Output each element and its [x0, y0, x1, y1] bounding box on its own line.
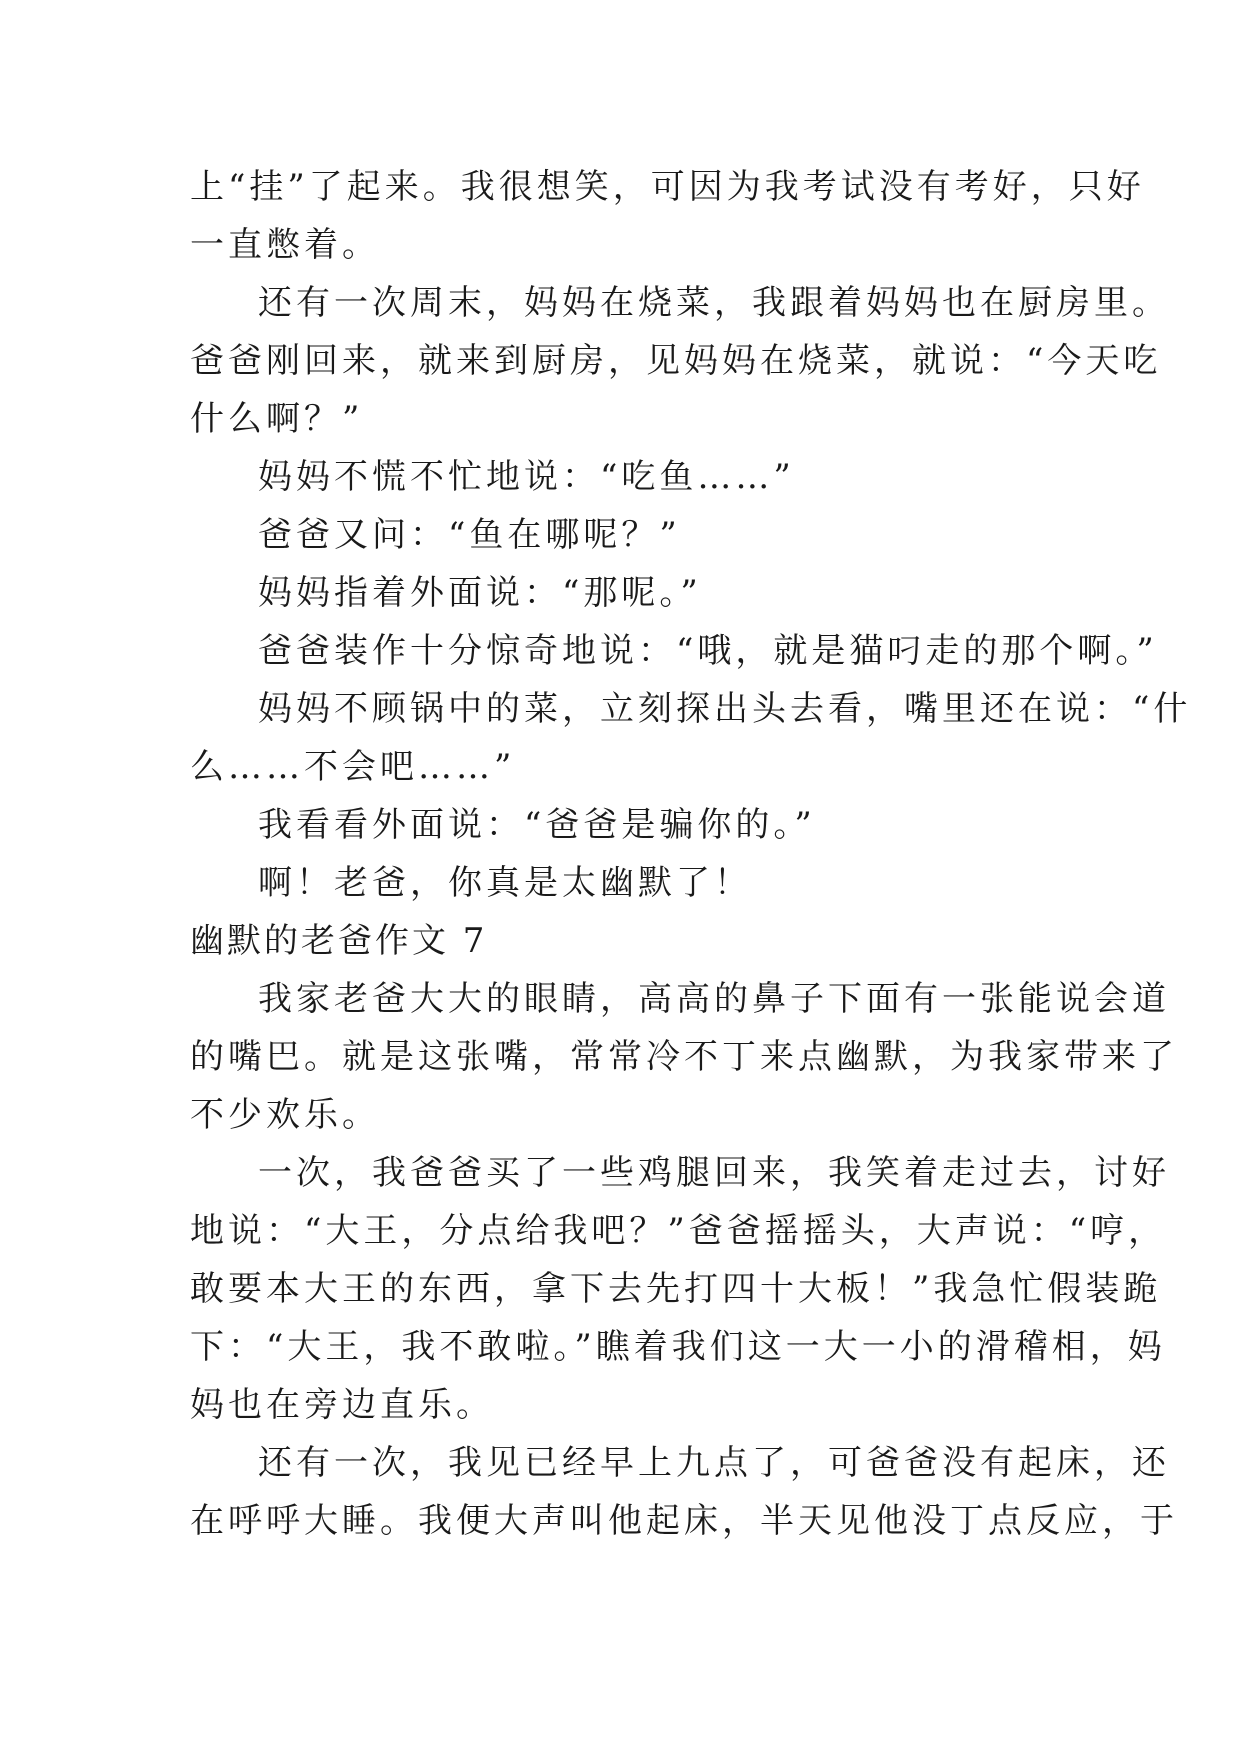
text-line: 爸爸装作十分惊奇地说：“哦，就是猫叼走的那个啊。” [258, 631, 1158, 671]
text-line: 我看看外面说：“爸爸是骗你的。” [258, 805, 816, 845]
text-line: 什么啊？” [190, 399, 364, 439]
text-line: 么……不会吧……” [190, 747, 516, 787]
text-line: 不少欢乐。 [190, 1095, 380, 1135]
text-line: 妈妈不慌不忙地说：“吃鱼……” [258, 457, 795, 497]
text-line: 我家老爸大大的眼睛，高高的鼻子下面有一张能说会道 [258, 979, 1170, 1019]
text-line: 地说：“大王，分点给我吧？”爸爸摇摇头，大声说：“哼， [190, 1211, 1167, 1251]
document-body [190, 158, 1192, 1550]
text-line: 还有一次，我见已经早上九点了，可爸爸没有起床，还 [258, 1443, 1170, 1483]
text-line: 敢要本大王的东西，拿下去先打四十大板！”我急忙假装跪 [190, 1269, 1162, 1309]
text-line: 一次，我爸爸买了一些鸡腿回来，我笑着走过去，讨好 [258, 1153, 1170, 1193]
text-line: 还有一次周末，妈妈在烧菜，我跟着妈妈也在厨房里。 [258, 283, 1170, 323]
text-line: 妈妈不顾锅中的菜，立刻探出头去看，嘴里还在说：“什 [258, 689, 1192, 729]
section-heading: 幽默的老爸作文 7 [190, 921, 488, 961]
text-line: 妈也在旁边直乐。 [190, 1385, 494, 1425]
text-line: 妈妈指着外面说：“那呢。” [258, 573, 702, 613]
text-line: 啊！老爸，你真是太幽默了！ [258, 863, 752, 903]
text-line: 爸爸又问：“鱼在哪呢？” [258, 515, 681, 555]
text-line: 上“挂”了起来。我很想笑，可因为我考试没有考好，只好 [190, 167, 1145, 207]
text-line: 一直憋着。 [190, 225, 380, 265]
text-line: 的嘴巴。就是这张嘴，常常冷不丁来点幽默，为我家带来了 [190, 1037, 1178, 1077]
text-line: 在呼呼大睡。我便大声叫他起床，半天见他没丁点反应，于 [190, 1501, 1178, 1541]
text-line: 下：“大王，我不敢啦。”瞧着我们这一大一小的滑稽相，妈 [190, 1327, 1166, 1367]
text-line: 爸爸刚回来，就来到厨房，见妈妈在烧菜，就说：“今天吃 [190, 341, 1162, 381]
